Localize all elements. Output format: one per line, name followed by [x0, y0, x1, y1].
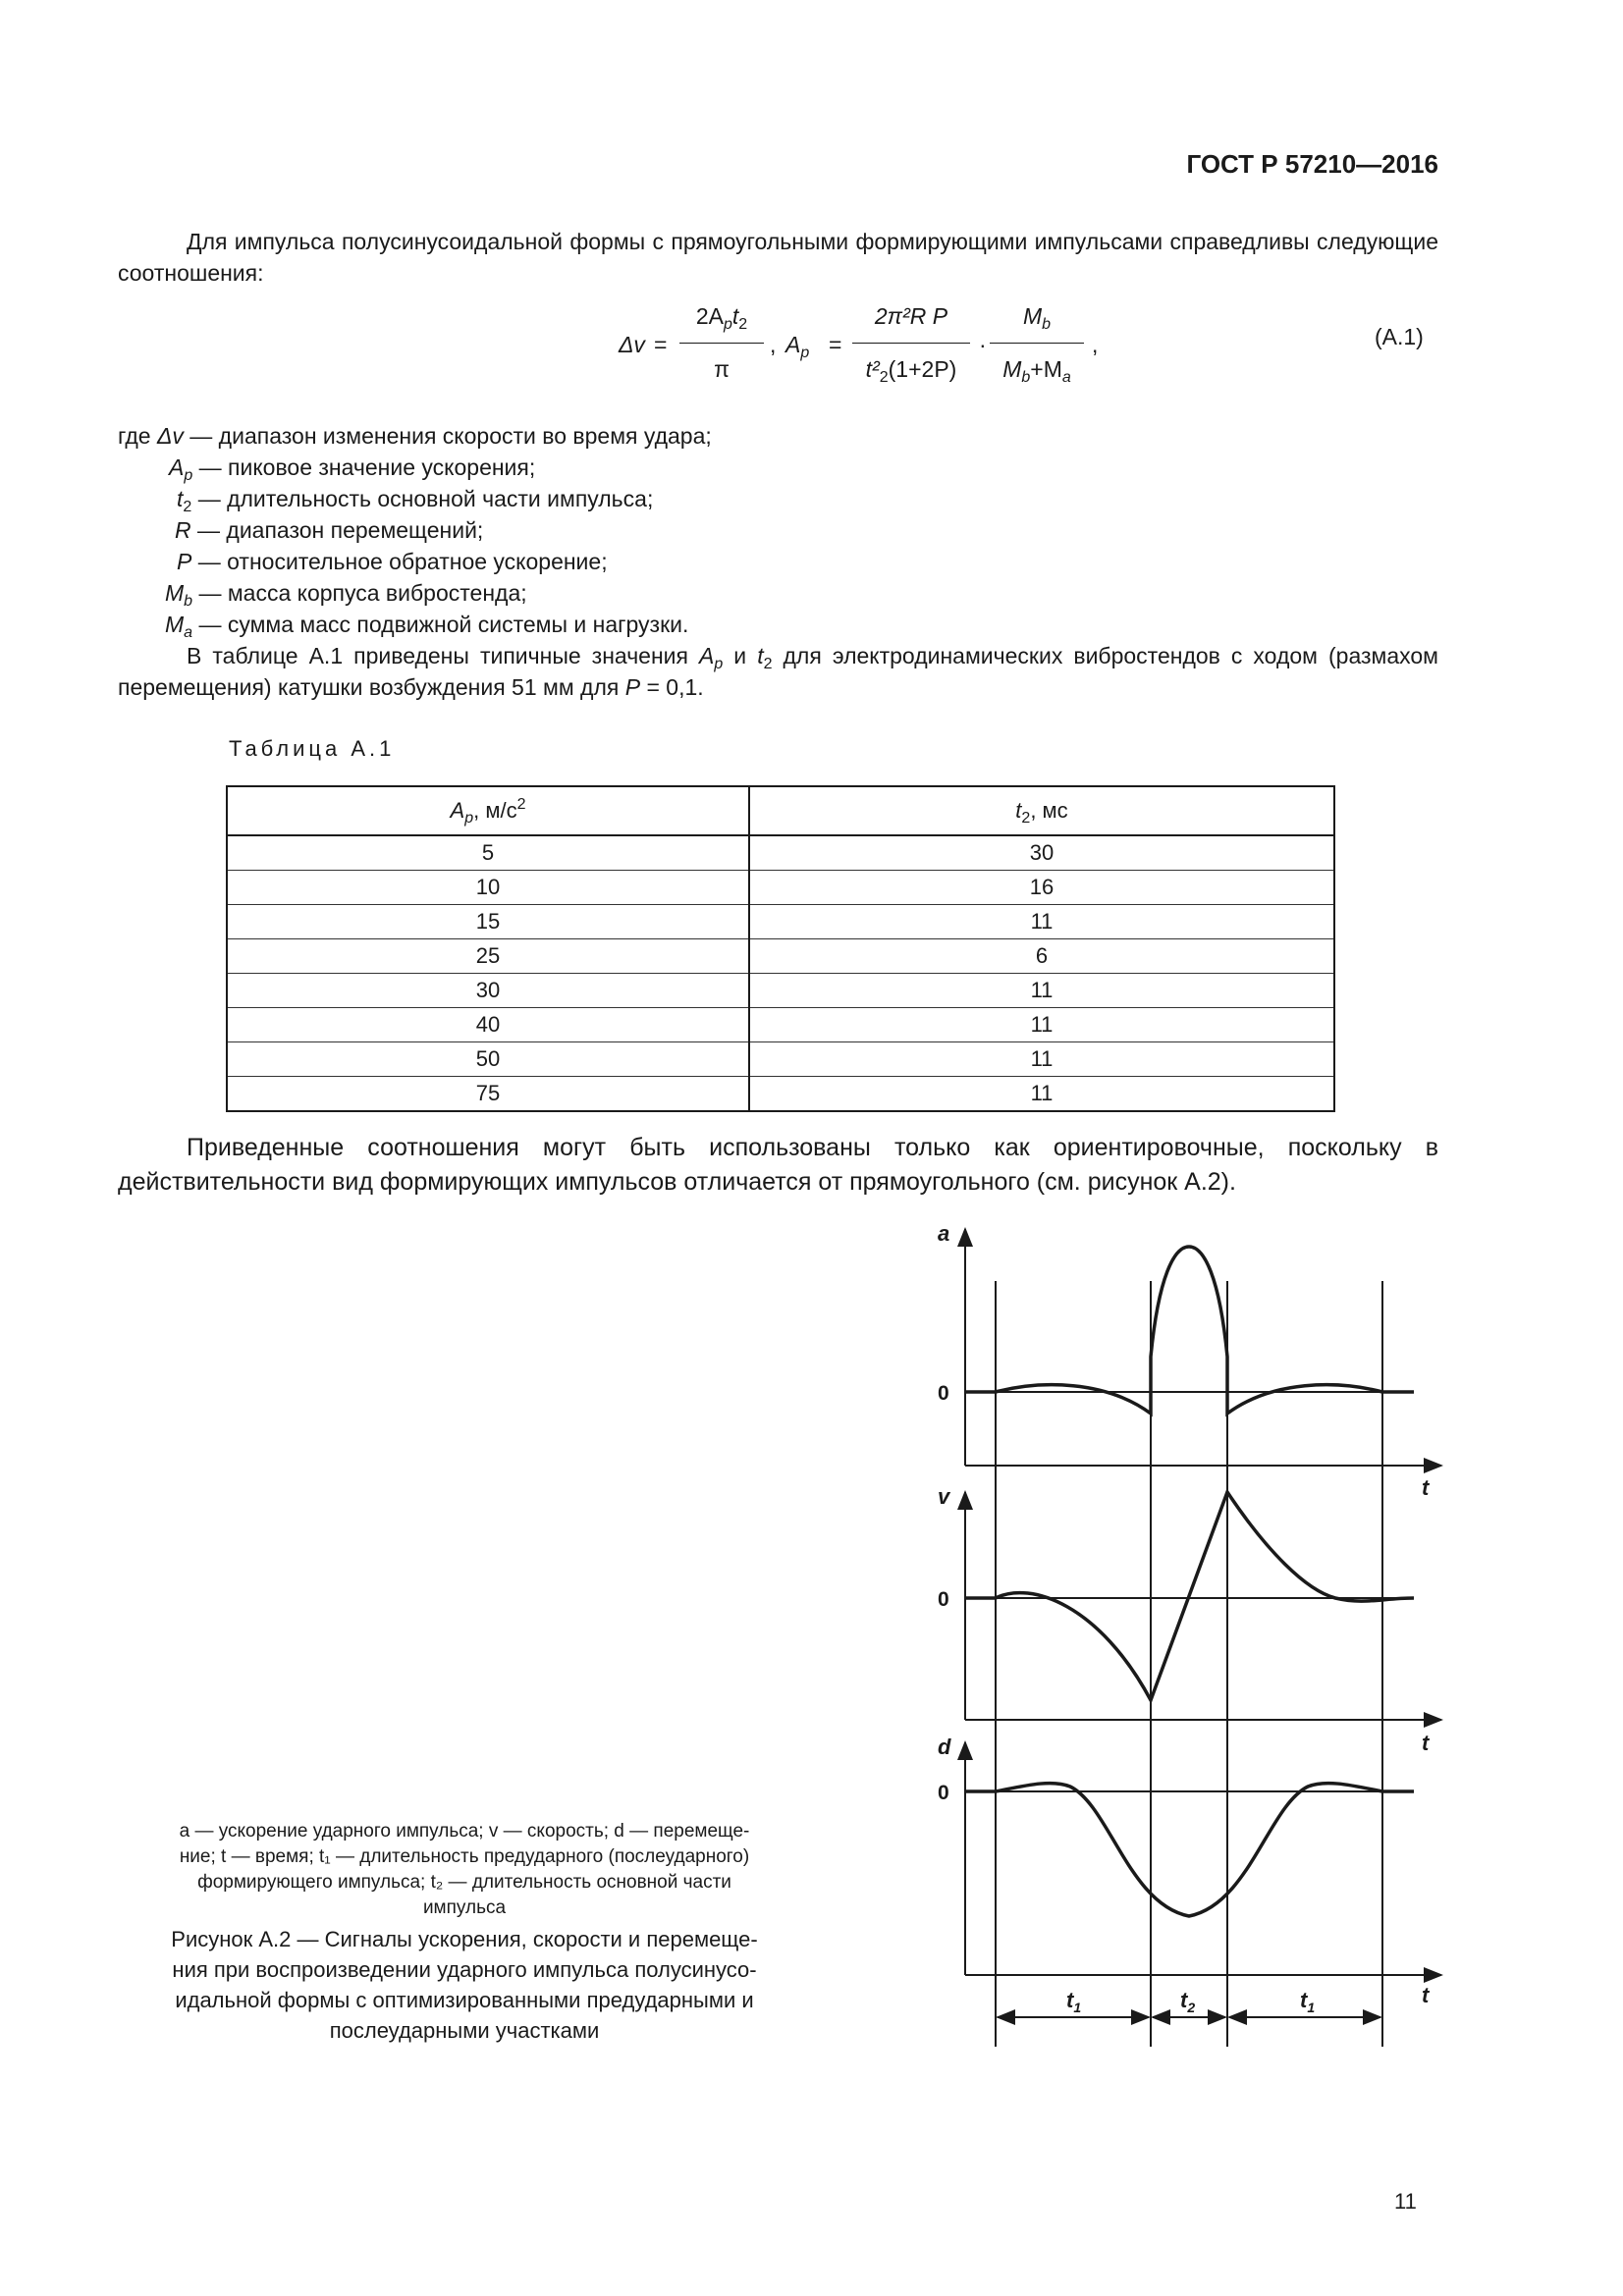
figure-legend: a — ускорение ударного импульса; v — скорость; d — перемеще- ние; t — время; t₁ — длительность предударного (послеударного) формирующего импульса; t₂ — длительность основной части импульса	[179, 1821, 750, 1918]
definition-2: $A_p$ — пиковое значение ускорения;	[169, 454, 536, 484]
table-row	[227, 835, 1334, 871]
table-intro-paragraph: В таблице А.1 приведены типичные значения $A_p$ и $t_2$ для электродинамических вибростендов с ходом (размахом перемещения) катушки возбуждения 51 мм для P = 0,1.	[118, 643, 1438, 700]
formula-comma: ,	[770, 332, 777, 357]
definition-5: P — относительное обратное ускорение;	[177, 549, 608, 574]
label-a: a	[938, 1221, 950, 1246]
definition-4: R — диапазон перемещений;	[175, 517, 484, 543]
fraction-bar-3	[990, 343, 1084, 344]
table-cell: 30	[749, 835, 1334, 871]
table-a1	[226, 785, 1335, 1112]
table-row	[227, 905, 1334, 939]
velocity-curve	[965, 1492, 1414, 1700]
table-cell: 11	[749, 1008, 1334, 1042]
signal-figure	[884, 1217, 1473, 2081]
formula-den3: $M_b+M_a$	[1002, 356, 1071, 386]
fraction-bar-1	[679, 343, 764, 344]
intro-paragraph: Для импульса полусинусоидальной формы с прямоугольными формирующими импульсами справедливы следующие соотношения:	[118, 229, 1438, 286]
table-cell: 30	[227, 974, 749, 1008]
header-cell-ap: $A_p$, $м/с^2$	[227, 786, 749, 835]
table-cell: 16	[749, 871, 1334, 905]
label-t-v: t	[1422, 1731, 1430, 1755]
figure-caption: Рисунок А.2 — Сигналы ускорения, скорости и перемеще- ния при воспроизведении ударного импульса полусинусо- идальной формы с оптимизированными предударными и послеударными участками	[171, 1927, 758, 2043]
table-cell: 11	[749, 1077, 1334, 1112]
table-row	[227, 939, 1334, 974]
label-t1-right: $t_1$	[1300, 1988, 1316, 2015]
acceleration-curve	[965, 1247, 1414, 1414]
table-cell: 11	[749, 1042, 1334, 1077]
displacement-curve	[965, 1784, 1414, 1916]
header-cell-t2: $t_2$, мс	[749, 786, 1334, 835]
definition-6: $M_b$ — масса корпуса вибростенда;	[165, 580, 527, 610]
formula-num1: $2A_pt_2$	[695, 303, 748, 333]
formula-eq1: =	[654, 332, 668, 357]
formula-Ap: $A_p$	[785, 332, 810, 361]
table-cell: 75	[227, 1077, 749, 1112]
zero-d: 0	[938, 1782, 949, 1804]
formula-num2: 2π²R P	[874, 303, 948, 329]
formula-num3: $M_b$	[1022, 303, 1052, 333]
definitions-list	[118, 420, 712, 640]
label-t-a: t	[1422, 1475, 1430, 1500]
formula-eq2: =	[829, 332, 842, 357]
table-row	[227, 1008, 1334, 1042]
formula-a1	[589, 299, 1139, 398]
table-cell: 40	[227, 1008, 749, 1042]
table-cell: 15	[227, 905, 749, 939]
formula-den2: $t^2_2(1+2P)$	[865, 356, 957, 386]
label-t2: $t_2$	[1180, 1988, 1196, 2015]
zero-a: 0	[938, 1382, 949, 1405]
table-row	[227, 1042, 1334, 1077]
table-cell: 10	[227, 871, 749, 905]
page-number: 11	[1394, 2189, 1417, 2214]
table-cell: 5	[227, 835, 749, 871]
label-t1-left: $t_1$	[1066, 1988, 1082, 2015]
document-header: ГОСТ Р 57210—2016	[1186, 149, 1438, 179]
definition-7: $M_a$ — сумма масс подвижной системы и нагрузки.	[165, 612, 689, 641]
conclusion-paragraph: Приведенные соотношения могут быть использованы только как ориентировочные, поскольку в действительности вид формирующих импульсов отличается от прямоугольного (см. рисунок А.2).	[118, 1134, 1438, 1196]
table-cell: 11	[749, 974, 1334, 1008]
formula-number: (А.1)	[1375, 324, 1424, 349]
formula-dot: ·	[979, 332, 987, 357]
table-header-row	[227, 786, 1334, 835]
definition-3: $t_2$ — длительность основной части импульса;	[177, 486, 654, 515]
label-v: v	[938, 1484, 950, 1509]
zero-v: 0	[938, 1588, 949, 1611]
table-title: Таблица А.1	[229, 736, 396, 761]
table-cell: 11	[749, 905, 1334, 939]
formula-end: ,	[1092, 332, 1099, 357]
table-cell: 25	[227, 939, 749, 974]
formula-den1: π	[714, 356, 730, 382]
table-cell: 6	[749, 939, 1334, 974]
label-t-d: t	[1422, 1983, 1430, 2007]
formula-dv: Δv	[619, 332, 645, 357]
fraction-bar-2	[852, 343, 970, 344]
label-d: d	[938, 1735, 951, 1759]
table-row	[227, 871, 1334, 905]
table-row	[227, 974, 1334, 1008]
table-cell: 50	[227, 1042, 749, 1077]
table-row	[227, 1077, 1334, 1112]
definition-1: где Δv — диапазон изменения скорости во время удара;	[118, 423, 712, 449]
